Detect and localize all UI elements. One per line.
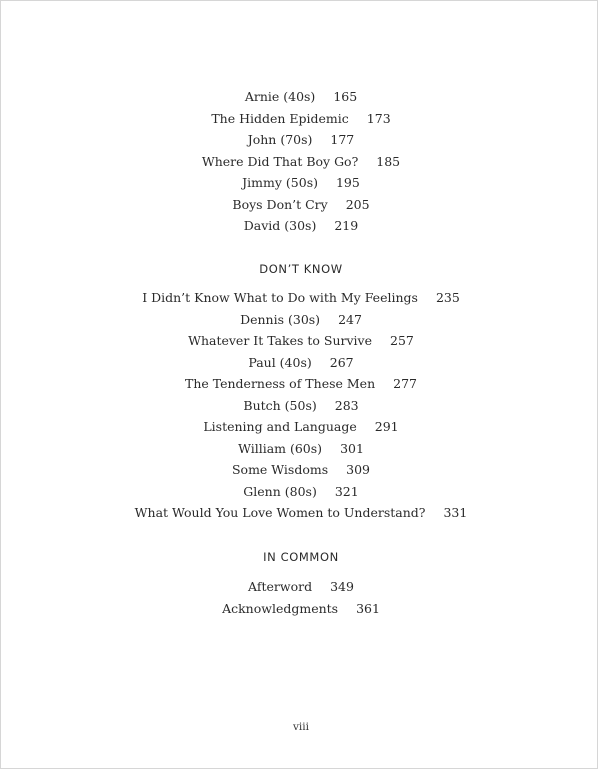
entry-title: Whatever It Takes to Survive (188, 333, 373, 348)
toc-entry (1, 416, 600, 438)
entry-page-number: 277 (393, 376, 417, 391)
toc-entry (1, 459, 600, 481)
toc-entry (1, 330, 600, 352)
entry-page-number: 301 (340, 440, 364, 456)
entry-page-number: 309 (346, 462, 370, 477)
entry-title: Acknowledgments (222, 600, 339, 616)
entry-page-number: 283 (334, 397, 359, 413)
toc-entry (1, 481, 600, 503)
toc-entry (1, 86, 600, 108)
entry-page-number: 291 (374, 419, 399, 434)
entry-title: Paul (40s) (248, 354, 312, 370)
entry-title: Arnie (40s) (244, 89, 316, 104)
toc-entry (1, 194, 600, 216)
entry-title: Glenn (80s) (243, 483, 317, 499)
toc-entry (1, 309, 600, 331)
toc-entry (1, 151, 600, 173)
entry-title: David (30s) (243, 218, 317, 233)
entry-page-number: 219 (334, 218, 359, 233)
entry-title: I Didn’t Know What to Do with My Feelings (142, 290, 418, 305)
entry-title: Listening and Language (203, 419, 357, 434)
entry-page-number: 321 (334, 483, 359, 499)
entry-title: The Tenderness of These Men (184, 376, 376, 391)
entry-page-number: 331 (443, 505, 468, 520)
entry-page-number: 247 (338, 311, 362, 327)
entry-title: The Hidden Epidemic (211, 110, 349, 126)
toc-entry (1, 215, 600, 237)
entry-title: Jimmy (50s) (242, 175, 318, 190)
entry-page-number: 361 (356, 600, 380, 616)
entry-page-number: 257 (390, 333, 414, 348)
entry-title: Butch (50s) (243, 397, 317, 413)
entry-title: Some Wisdoms (231, 462, 329, 477)
toc-entry (1, 373, 600, 395)
entry-title: Dennis (30s) (240, 311, 321, 327)
toc-entry (1, 576, 600, 598)
toc-entry (1, 172, 600, 194)
entry-title: Afterword (248, 579, 313, 594)
entry-page-number: 185 (376, 153, 401, 169)
toc-entry (1, 352, 600, 374)
toc-entry (1, 438, 600, 460)
toc-section-1 (1, 86, 600, 237)
toc-section-in-common (1, 576, 600, 619)
entry-page-number: 177 (330, 132, 355, 147)
toc-section-dont-know (1, 287, 600, 524)
toc-entry (1, 502, 600, 524)
entry-title: William (60s) (238, 440, 323, 456)
entry-page-number: 173 (366, 110, 391, 126)
toc-entry (1, 287, 600, 309)
toc-entry (1, 129, 600, 151)
entry-page-number: 267 (329, 354, 354, 370)
page-folio: viii (292, 721, 309, 733)
section-heading-in-common: IN COMMON (263, 550, 339, 564)
toc-entry (1, 108, 600, 130)
entry-title: What Would You Love Women to Understand? (134, 505, 426, 520)
entry-page-number: 205 (345, 196, 370, 212)
entry-title: John (70s) (247, 132, 313, 147)
entry-page-number: 165 (333, 89, 358, 104)
toc-entry (1, 395, 600, 417)
entry-page-number: 235 (435, 290, 460, 305)
entry-page-number: 195 (335, 175, 360, 190)
entry-title: Where Did That Boy Go? (201, 153, 359, 169)
toc-entry (1, 598, 600, 620)
entry-page-number: 349 (330, 579, 354, 594)
entry-title: Boys Don’t Cry (232, 196, 328, 212)
section-heading-dont-know: DON’T KNOW (259, 262, 343, 276)
